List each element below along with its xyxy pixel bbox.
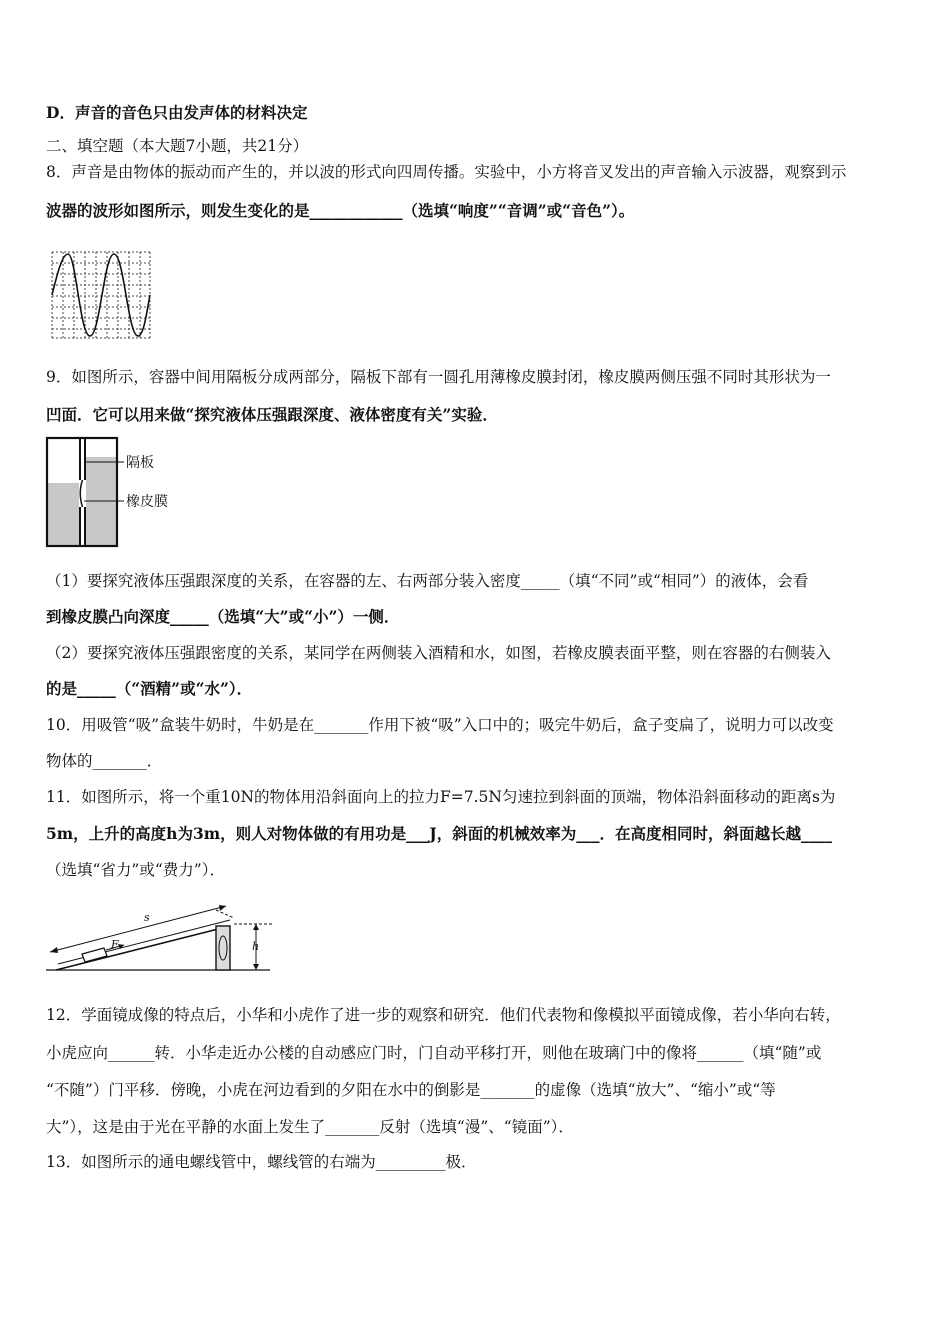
question-8-line-2: 波器的波形如图所示，则发生变化的是____________（选填“响度”“音调”或“音色”）。 bbox=[46, 201, 635, 220]
question-11-line-1: 11．如图所示，将一个重10N的物体用沿斜面向上的拉力F=7.5N匀速拉到斜面的顶端，物体沿斜面移动的距离s为 bbox=[46, 788, 836, 806]
option-d: D．声音的音色只由发声体的材料决定 bbox=[46, 103, 308, 122]
question-13: 13．如图所示的通电螺线管中，螺线管的右端为_________极． bbox=[46, 1153, 477, 1171]
question-12-line-4: 大”），这是由于光在平静的水面上发生了_______反射（选填“漫”、“镜面”）． bbox=[46, 1118, 574, 1136]
label-partition: 隔板 bbox=[126, 455, 154, 471]
question-11-line-3: （选填“省力”或“费力”）． bbox=[46, 861, 225, 879]
question-9-part-1-line-2: 到橡皮膜凸向深度_____（选填“大”或“小”）一侧． bbox=[46, 607, 400, 626]
question-10-line-2: 物体的_______． bbox=[46, 752, 163, 770]
question-12-line-1: 12．学面镜成像的特点后，小华和小虎作了进一步的观察和研究．他们代表物和像模拟平面镜成像，若小华向右转， bbox=[46, 1006, 841, 1024]
question-9-part-2-line-2: 的是_____（“酒精”或“水”）． bbox=[46, 679, 253, 698]
container-partition-figure bbox=[44, 435, 184, 550]
question-9-part-1-line-1: （1）要探究液体压强跟深度的关系，在容器的左、右两部分装入密度_____（填“不同”或“相同”）的液体，会看 bbox=[46, 572, 809, 590]
oscilloscope-waveform-figure bbox=[50, 250, 152, 340]
label-membrane: 橡皮膜 bbox=[126, 494, 168, 510]
question-10-line-1: 10．用吸管“吸”盒装牛奶时，牛奶是在_______作用下被“吸”入口中的；吸完牛奶后，盒子变扁了，说明力可以改变 bbox=[46, 716, 834, 734]
question-9-part-2-line-1: （2）要探究液体压强跟密度的关系，某同学在两侧装入酒精和水，如图，若橡皮膜表面平整，则在容器的右侧装入 bbox=[46, 644, 831, 662]
question-12-line-2: 小虎应向______转．小华走近办公楼的自动感应门时，门自动平移打开，则他在玻璃门中的像将______（填“随”或 bbox=[46, 1044, 822, 1062]
question-9-line-1: 9．如图所示，容器中间用隔板分成两部分，隔板下部有一圆孔用薄橡皮膜封闭，橡皮膜两侧压强不同时其形状为一 bbox=[46, 368, 831, 386]
question-12-line-3: “不随”）门平移．傍晚，小虎在河边看到的夕阳在水中的倒影是_______的虚像（选填“放大”、“缩小”或“等 bbox=[46, 1081, 776, 1099]
question-9-line-2: 凹面．它可以用来做“探究液体压强跟深度、液体密度有关”实验． bbox=[46, 405, 498, 424]
question-8-line-1: 8．声音是由物体的振动而产生的，并以波的形式向四周传播。实验中，小方将音叉发出的声音输入示波器，观察到示 bbox=[46, 163, 847, 181]
label-f: F bbox=[111, 938, 119, 951]
inclined-plane-figure bbox=[44, 890, 272, 974]
label-s: s bbox=[144, 911, 150, 924]
question-11-line-2: 5m，上升的高度h为3m，则人对物体做的有用功是___J，斜面的机械效率为___．在高度相同时，斜面越长越____ bbox=[46, 824, 832, 843]
label-h: h bbox=[252, 940, 260, 953]
section-heading: 二、填空题（本大题7小题，共21分） bbox=[46, 137, 309, 155]
